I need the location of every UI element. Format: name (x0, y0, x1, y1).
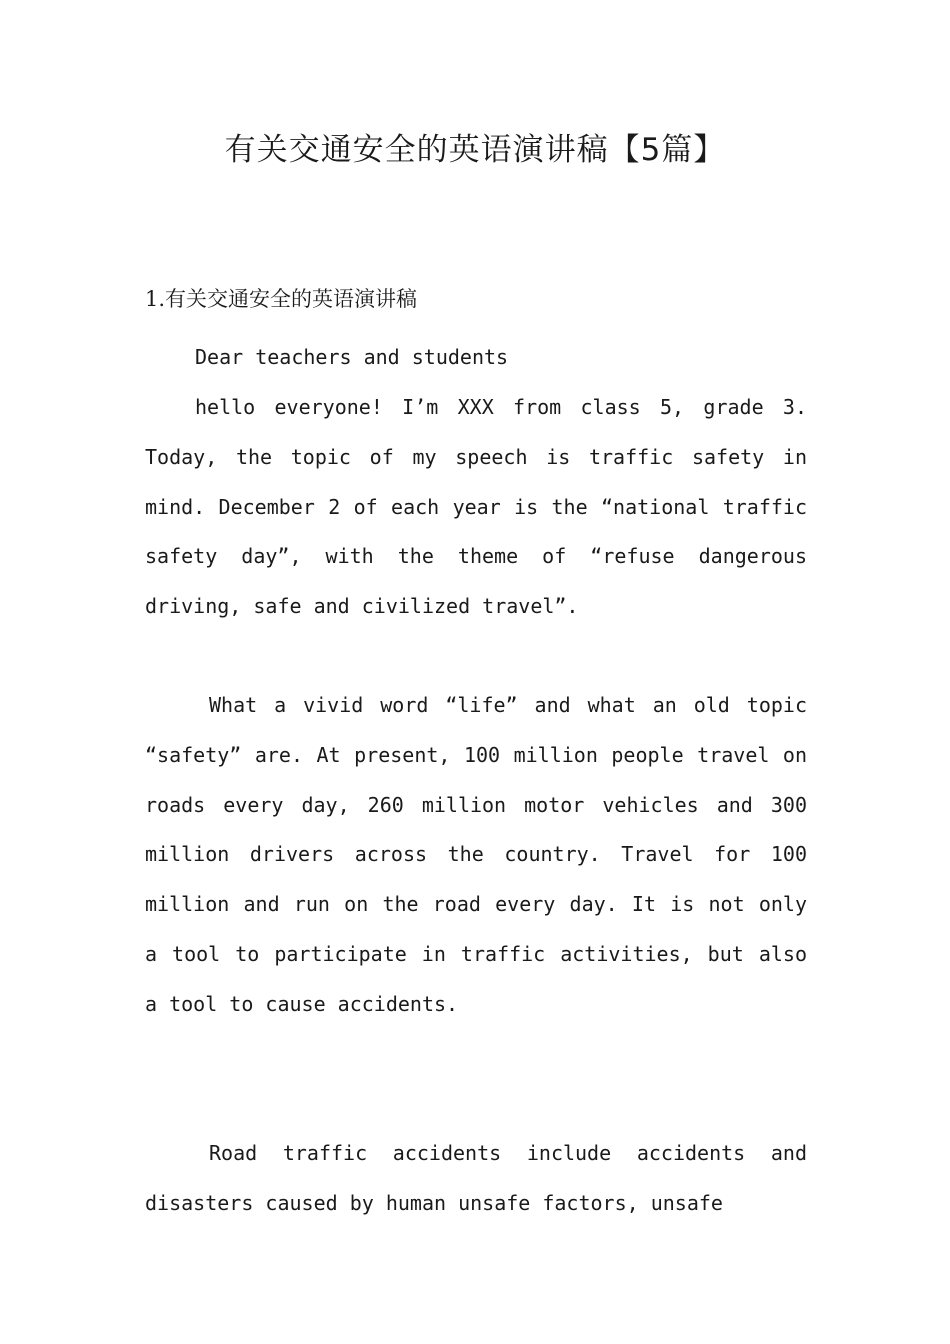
document-title: 有关交通安全的英语演讲稿【5篇】 (224, 132, 726, 168)
paragraph-2: What a vivid word “life” and what an old topic “safety” are. At present, 100 million people travel on roads every day, 260 million motor vehicles and 300 million drivers across the country. Travel for 100 million and run on the road every day. It is not only a tool to participate in traffic activities, but also a tool to cause accidents. (145, 693, 807, 1016)
paragraph-3: Road traffic accidents include accidents and disasters caused by human unsafe factors, unsafe (145, 1141, 807, 1215)
section-heading: 1.有关交通安全的英语演讲稿 (145, 287, 418, 311)
paragraph-1: hello everyone! I’m XXX from class 5, grade 3. Today, the topic of my speech is traffic safety in mind. December 2 of each year is the “national traffic safety day”, with the theme of “refuse dangerous driving, safe and civilized travel”. (145, 395, 807, 619)
salutation: Dear teachers and students (195, 345, 509, 369)
